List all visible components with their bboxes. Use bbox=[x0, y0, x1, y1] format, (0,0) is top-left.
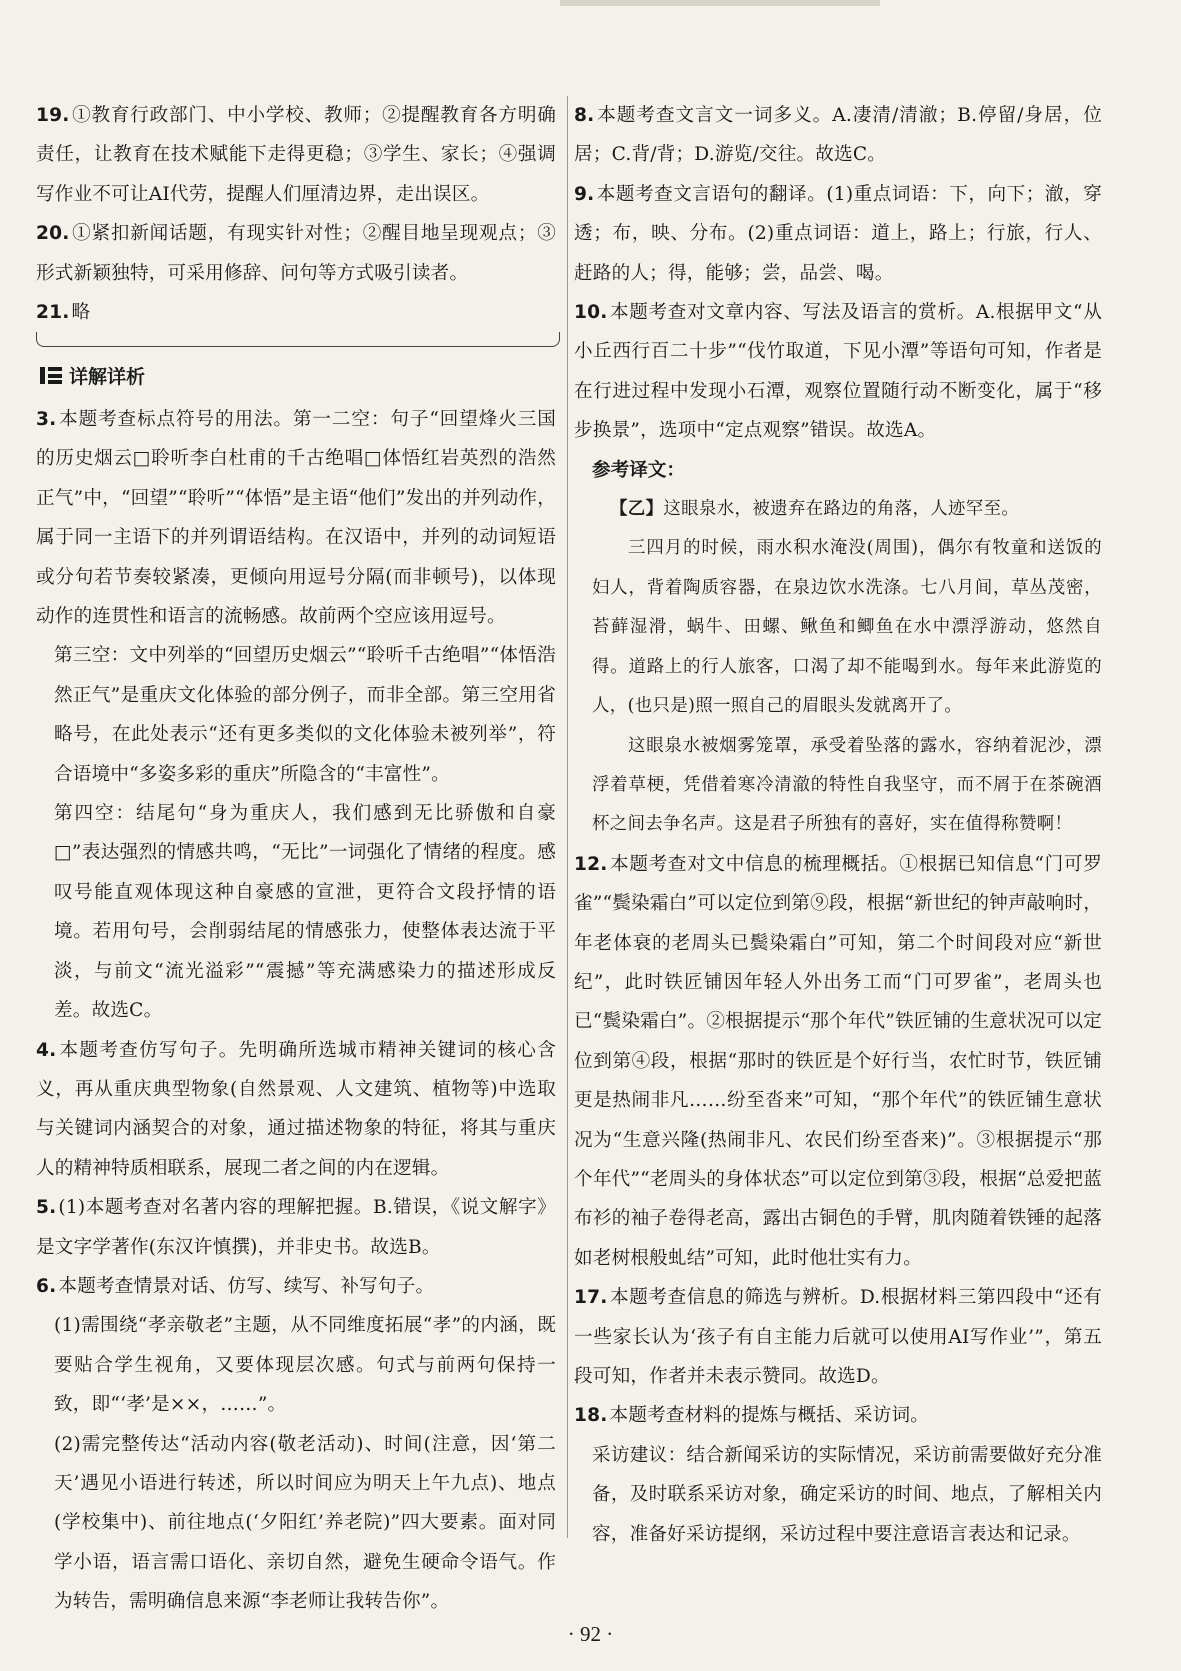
question-item bbox=[36, 1031, 556, 1189]
question-item bbox=[36, 214, 556, 293]
question-number: 9. bbox=[574, 183, 595, 205]
reference-translation bbox=[574, 490, 1102, 845]
column-divider bbox=[567, 96, 568, 1538]
section-title: 详解详析 bbox=[69, 366, 146, 388]
question-item bbox=[36, 1188, 556, 1267]
reference-translation-title: 参考译文： bbox=[592, 459, 685, 481]
section-heading bbox=[40, 362, 145, 389]
question-number: 10. bbox=[574, 302, 608, 324]
question-number: 17. bbox=[574, 1287, 608, 1309]
item-text: 本题考查对文中信息的梳理概括。①根据已知信息“门可罗雀”“鬓染霜白”可以定位到第⑨段，根据“新世纪的钟声敲响时，年老体衰的老周头已鬓染霜白”可知，第二个时间段对应“新世纪”，此时铁匠铺因年轻人外出务工而“门可罗雀”，老周头也已“鬓染霜白”。②根据提示“那个年代”铁匠铺的生意状况可以定位到第④段，根据“那时的铁匠是个好行当，农忙时节，铁匠铺更是热闹非凡……纷至沓来”可知，“那个年代”的铁匠铺生意状况为“生意兴隆(热闹非凡、农民们纷至沓来)”。③根据提示“那个年代”“老周头的身体状态”可以定位到第③段，根据“总爱把蓝布衫的袖子卷得老高，露出古铜色的手臂，肌肉随着铁锤的起落如老树根般虬结”可知，此时他壮实有力。 bbox=[574, 853, 1102, 1269]
question-number: 5. bbox=[36, 1197, 57, 1219]
question-item bbox=[574, 96, 1102, 175]
answer-list-top bbox=[36, 96, 556, 332]
left-main-column bbox=[36, 400, 556, 1622]
item-text: 本题考查文言文一词多义。A.凄清/清澈；B.停留/身居，位居；C.背/背；D.游览/交往。故选C。 bbox=[574, 105, 1102, 166]
right-column bbox=[574, 96, 1102, 1554]
item-text: ①教育行政部门、中小学校、教师；②提醒教育各方明确责任，让教育在技术赋能下走得更稳；③学生、家长；④强调写作业不可让AI代劳，提醒人们厘清边界，走出误区。 bbox=[36, 105, 556, 205]
explanations-right bbox=[574, 96, 1102, 451]
item-text: 本题考查材料的提炼与概括、采访词。 bbox=[609, 1405, 930, 1427]
item-text: 本题考查文言语句的翻译。(1)重点词语：下，向下；澈，穿透；布，映、分布。(2)重点词语：道上，路上；行旅，行人、赶路的人；得，能够；尝，品尝、喝。 bbox=[574, 183, 1102, 284]
page-number: · 92 · bbox=[567, 1622, 614, 1646]
question-number: 20. bbox=[36, 223, 70, 245]
question-number: 21. bbox=[36, 302, 70, 324]
item-text: 采访建议：结合新闻采访的实际情况，采访前需要做好充分准备，及时联系采访对象，确定采访的时间、地点，了解相关内容，准备好采访提纲，采访过程中要注意语言表达和记录。 bbox=[592, 1444, 1102, 1545]
explanation-paragraph bbox=[36, 1306, 556, 1424]
question-item bbox=[36, 293, 556, 332]
list-icon bbox=[40, 367, 62, 384]
item-text: 略 bbox=[71, 302, 91, 324]
explanation-paragraph bbox=[36, 1425, 556, 1622]
item-text: 本题考查信息的筛选与辨析。D.根据材料三第四段中“还有一些家长认为‘孩子有自主能力后就可以使用AI写作业’”，第五段可知，作者并未表示赞同。故选D。 bbox=[574, 1287, 1102, 1387]
question-item bbox=[36, 1267, 556, 1306]
question-number: 18. bbox=[574, 1405, 608, 1427]
item-text: 本题考查情景对话、仿写、续写、补写句子。 bbox=[58, 1275, 435, 1297]
translation-paragraph bbox=[574, 727, 1102, 845]
left-column bbox=[36, 96, 556, 332]
question-number: 3. bbox=[36, 409, 57, 430]
explanation-paragraph bbox=[574, 1436, 1102, 1554]
question-number: 4. bbox=[36, 1039, 57, 1061]
translation-text: 这眼泉水，被遗弃在路边的角落，人迹罕至。 bbox=[663, 499, 1020, 520]
scan-edge-shadow bbox=[560, 0, 880, 6]
question-item bbox=[574, 1278, 1102, 1396]
question-number: 6. bbox=[36, 1275, 57, 1297]
answer-box-border bbox=[36, 332, 560, 347]
item-text: (2)需完整传达“活动内容(敬老活动)、时间(注意，因‘第二天’遇见小语进行转述，所以时间应为明天上午九点)、地点(学校集中)、前往地点(‘夕阳红’养老院)”四大要素。面对同学小语，语言需口语化、亲切自然，避免生硬命令语气。作为转告，需明确信息来源“李老师让我转告你”。 bbox=[54, 1433, 556, 1613]
translation-paragraph bbox=[574, 529, 1102, 726]
translation-text: 这眼泉水被烟雾笼罩，承受着坠落的露水，容纳着泥沙，漂浮着草梗，凭借着寒冷清澈的特性自我坚守，而不屑于在茶碗酒杯之间去争名声。这是君子所独有的喜好，实在值得称赞啊！ bbox=[592, 735, 1102, 835]
question-number: 12. bbox=[574, 853, 608, 875]
explanation-paragraph bbox=[36, 794, 556, 1030]
item-text: 本题考查仿写句子。先明确所选城市精神关键词的核心含义，再从重庆典型物象(自然景观、人文建筑、植物等)中选取与关键词内涵契合的对象，通过描述物象的特征，将其与重庆人的精神特质相联系，展现二者之间的内在逻辑。 bbox=[36, 1039, 556, 1179]
item-text: ①紧扣新闻话题，有现实针对性；②醒目地呈现观点；③形式新颖独特，可采用修辞、问句等方式吸引读者。 bbox=[36, 223, 556, 284]
item-text: 本题考查对文章内容、写法及语言的赏析。A.根据甲文“从小丘西行百二十步”“伐竹取道，下见小潭”等语句可知，作者是在行进过程中发现小石潭，观察位置随行动不断变化，属于“移步换景”，选项中“定点观察”错误。故选A。 bbox=[574, 302, 1102, 442]
question-item bbox=[574, 175, 1102, 293]
question-number: 8. bbox=[574, 105, 595, 126]
item-text: (1)本题考查对名著内容的理解把握。B.错误，《说文解字》是文字学著作(东汉许慎撰)，并非史书。故选B。 bbox=[36, 1197, 556, 1258]
explanations-right-continued bbox=[574, 845, 1102, 1554]
question-item bbox=[36, 400, 556, 636]
item-text: 本题考查标点符号的用法。第一二空：句子“回望烽火三国的历史烟云□聆听李白杜甫的千古绝唱□体悟红岩英烈的浩然正气”中，“回望”“聆听”“体悟”是主语“他们”发出的并列动作，属于同一主语下的并列谓语结构。在汉语中，并列的动词短语或分句若节奏较紧凑，更倾向用逗号分隔(而非顿号)，以体现动作的连贯性和语言的流畅感。故前两个空应该用逗号。 bbox=[36, 409, 556, 628]
item-text: (1)需围绕“孝亲敬老”主题，从不同维度拓展“孝”的内涵，既要贴合学生视角，又要体现层次感。句式与前两句保持一致，即“‘孝’是××，……”。 bbox=[54, 1315, 556, 1416]
translation-tag: 【乙】 bbox=[610, 499, 664, 520]
question-item bbox=[574, 1396, 1102, 1435]
translation-text: 三四月的时候，雨水积水淹没(周围)，偶尔有牧童和送饭的妇人，背着陶质容器，在泉边饮水洗涤。七八月间，草丛茂密，苔藓湿滑，蜗牛、田螺、鳅鱼和鲫鱼在水中漂浮游动，悠然自得。道路上的行人旅客，口渴了却不能喝到水。每年来此游览的人，(也只是)照一照自己的眉眼头发就离开了。 bbox=[592, 538, 1102, 717]
explanation-paragraph bbox=[36, 636, 556, 794]
item-text: 第四空：结尾句“身为重庆人，我们感到无比骄傲和自豪□”表达强烈的情感共鸣，“无比”一词强化了情绪的程度。感叹号能直观体现这种自豪感的宣泄，更符合文段抒情的语境。若用句号，会削弱结尾的情感张力，使整体表达流于平淡，与前文“流光溢彩”“震撼”等充满感染力的描述形成反差。故选C。 bbox=[54, 803, 556, 1022]
item-text: 第三空：文中列举的“回望历史烟云”“聆听千古绝唱”“体悟浩然正气”是重庆文化体验的部分例子，而非全部。第三空用省略号，在此处表示“还有更多类似的文化体验未被列举”，符合语境中“多姿多彩的重庆”所隐含的“丰富性”。 bbox=[54, 645, 556, 785]
question-item bbox=[36, 96, 556, 214]
explanations-left bbox=[36, 400, 556, 1622]
translation-paragraph bbox=[574, 490, 1102, 529]
question-item bbox=[574, 293, 1102, 451]
question-item bbox=[574, 845, 1102, 1278]
question-number: 19. bbox=[36, 105, 70, 126]
